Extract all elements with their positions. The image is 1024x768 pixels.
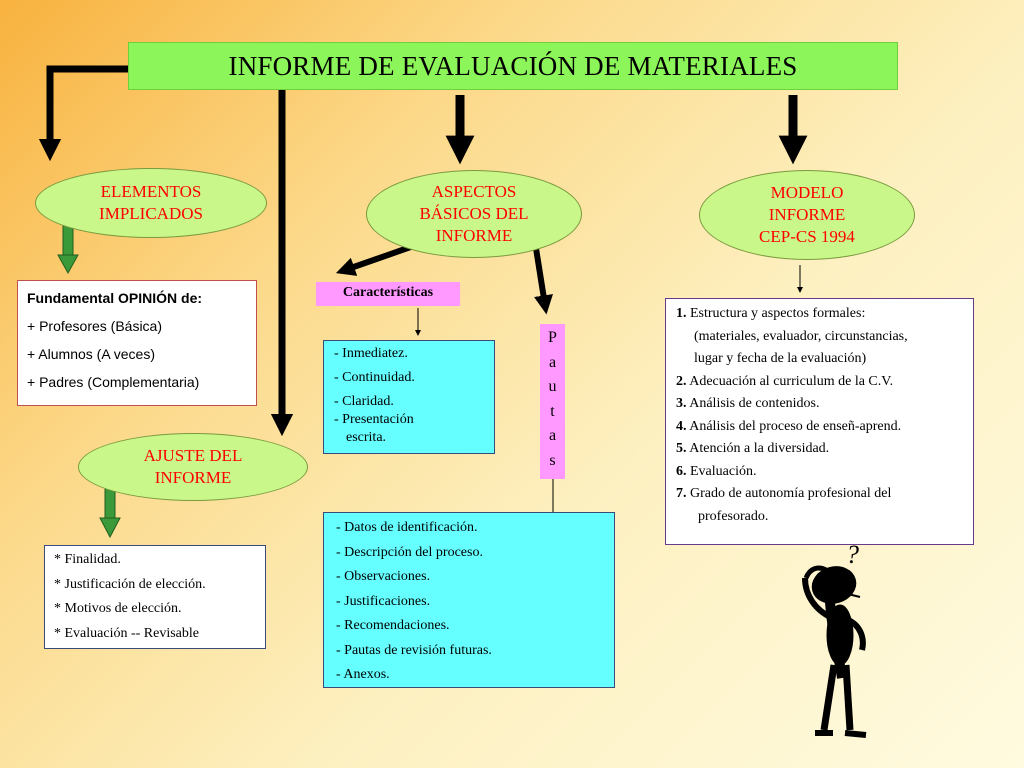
item-number: 1. bbox=[676, 306, 687, 321]
ajuste-item: * Evaluación -- Revisable bbox=[54, 625, 200, 641]
thinking-figure bbox=[805, 562, 866, 735]
modelo-item bbox=[676, 326, 973, 349]
caracteristica-item: - Presentación bbox=[334, 412, 414, 427]
opinion-heading: Fundamental OPINIÓN de: bbox=[27, 290, 203, 306]
item-number: 6. bbox=[676, 463, 687, 479]
item-text: Atención a la diversidad. bbox=[689, 441, 830, 456]
pautas-letter: s bbox=[549, 451, 556, 469]
caracteristica-item: - Claridad. bbox=[334, 394, 394, 409]
opinion-item: + Profesores (Básica) bbox=[27, 318, 162, 334]
pautas-list bbox=[323, 512, 615, 688]
ajuste-item: * Justificación de elección. bbox=[54, 576, 206, 592]
node-line: INFORME bbox=[154, 468, 232, 487]
item-text: Análisis de contenidos. bbox=[689, 396, 820, 411]
pautas-letter: a bbox=[548, 353, 557, 371]
caracteristicas-label: Características bbox=[316, 282, 460, 306]
arrow-to-elementos bbox=[50, 69, 128, 150]
main-title: INFORME DE EVALUACIÓN DE MATERIALES bbox=[128, 42, 898, 90]
modelo-item bbox=[676, 506, 973, 529]
item-text: Grado de autonomía profesional del bbox=[690, 486, 892, 501]
item-number: 2. bbox=[676, 373, 687, 389]
pautas-letter: t bbox=[550, 402, 555, 420]
node-ajuste-informe bbox=[78, 433, 308, 501]
item-number: 5. bbox=[676, 441, 687, 456]
caracteristica-item: - Continuidad. bbox=[334, 370, 415, 385]
item-text: Evaluación. bbox=[690, 463, 757, 479]
modelo-item bbox=[676, 303, 973, 326]
modelo-item bbox=[676, 483, 973, 506]
node-line: CEP-CS 1994 bbox=[759, 227, 855, 246]
caracteristica-item: escrita. bbox=[346, 430, 387, 445]
ajuste-item: * Motivos de elección. bbox=[54, 601, 182, 616]
modelo-list bbox=[665, 298, 974, 545]
pauta-item: - Pautas de revisión futuras. bbox=[336, 642, 492, 658]
item-number: 4. bbox=[676, 418, 687, 434]
modelo-item bbox=[676, 371, 973, 394]
node-line: AJUSTE DEL bbox=[143, 446, 243, 465]
item-number: 7. bbox=[676, 486, 687, 501]
node-line: MODELO bbox=[770, 183, 844, 202]
opinion-box bbox=[17, 280, 257, 406]
pauta-item: - Datos de identificación. bbox=[336, 520, 478, 535]
ajuste-list bbox=[44, 545, 266, 649]
pauta-item: - Anexos. bbox=[336, 667, 390, 682]
caracteristica-item: - Inmediatez. bbox=[334, 346, 408, 361]
pautas-label bbox=[540, 324, 565, 479]
item-number: 3. bbox=[676, 396, 687, 411]
pautas-letter: u bbox=[548, 378, 557, 395]
node-line: ASPECTOS bbox=[431, 182, 517, 201]
pauta-item: - Descripción del proceso. bbox=[336, 544, 483, 560]
pautas-letter: P bbox=[548, 329, 557, 346]
modelo-item bbox=[676, 461, 973, 484]
opinion-item: + Alumnos (A veces) bbox=[27, 346, 156, 362]
pauta-item: - Observaciones. bbox=[336, 569, 431, 584]
modelo-item bbox=[676, 393, 973, 416]
modelo-item bbox=[676, 416, 973, 439]
modelo-item bbox=[676, 438, 973, 461]
node-line: INFORME bbox=[435, 226, 513, 245]
node-modelo-informe bbox=[699, 170, 915, 260]
node-line: ELEMENTOS bbox=[100, 182, 202, 201]
item-text: Adecuación al curriculum de la C.V. bbox=[689, 373, 894, 389]
item-text: lugar y fecha de la evaluación) bbox=[694, 351, 867, 366]
item-text: profesorado. bbox=[698, 508, 769, 524]
caracteristicas-list bbox=[323, 340, 495, 454]
arrow-to-pautas bbox=[535, 242, 545, 305]
item-text: (materiales, evaluador, circunstancias, bbox=[694, 328, 908, 344]
question-mark: ? bbox=[846, 540, 859, 569]
node-elementos-implicados bbox=[35, 168, 267, 238]
node-line: IMPLICADOS bbox=[99, 204, 203, 223]
pauta-item: - Justificaciones. bbox=[336, 593, 431, 609]
node-aspectos-basicos bbox=[366, 170, 582, 258]
item-text: Estructura y aspectos formales: bbox=[690, 306, 866, 321]
item-text: Análisis del proceso de enseñ-aprend. bbox=[689, 418, 902, 434]
pauta-item: - Recomendaciones. bbox=[336, 618, 450, 633]
opinion-item: + Padres (Complementaria) bbox=[27, 374, 200, 390]
node-line: INFORME bbox=[768, 205, 846, 224]
modelo-item bbox=[676, 348, 973, 371]
ajuste-item: * Finalidad. bbox=[54, 552, 121, 567]
pautas-letter: a bbox=[548, 427, 557, 444]
node-line: BÁSICOS DEL bbox=[419, 204, 529, 223]
